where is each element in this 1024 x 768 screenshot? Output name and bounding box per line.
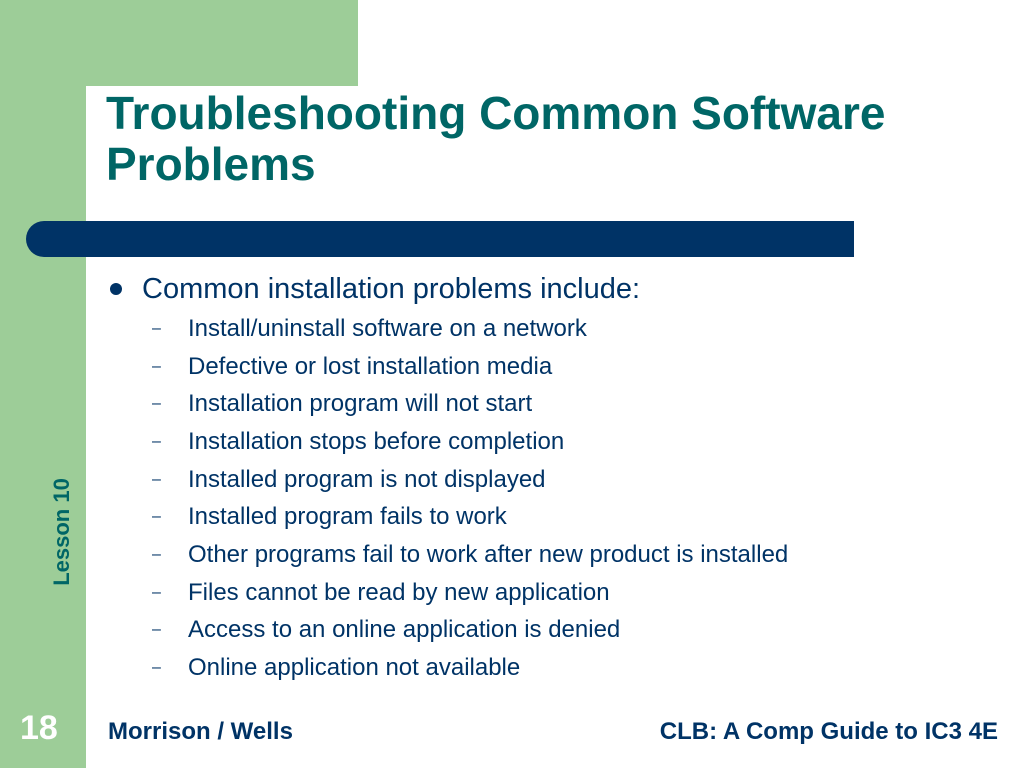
main-bullet-text: Common installation problems include: [142,272,641,305]
sub-bullet-item [110,461,1010,499]
dash-icon: – [152,545,161,563]
top-green-band [86,0,358,86]
sub-bullet-text: Files cannot be read by new application [188,578,610,606]
footer-authors: Morrison / Wells [108,718,293,745]
page-number: 18 [20,709,58,747]
footer-book-title: CLB: A Comp Guide to IC3 4E [659,718,998,745]
sub-bullet-text: Online application not available [188,654,521,682]
dash-icon: – [152,508,161,526]
sub-bullet-list [110,310,1010,687]
sub-bullet-text: Other programs fail to work after new product is installed [188,540,789,568]
sub-bullet-item [110,536,1010,574]
sub-bullet-text: Defective or lost installation media [188,352,553,380]
sub-bullet-item [110,498,1010,536]
dash-icon: – [152,432,161,450]
slide-title: Troubleshooting Common Software Problems [106,87,886,190]
sub-bullet-item [110,310,1010,348]
dash-icon: – [152,470,161,488]
dash-icon: – [152,583,161,601]
dash-icon: – [152,319,161,337]
sub-bullet-text: Access to an online application is denied [188,616,621,644]
bullet-list [110,270,1010,687]
sub-bullet-item [110,348,1010,386]
main-bullet-row [110,270,1010,308]
sub-bullet-item [110,574,1010,612]
sub-bullet-text: Installation program will not start [188,390,533,418]
bullet-dot-icon [110,283,122,295]
sub-bullet-item [110,385,1010,423]
sub-bullet-text: Installed program fails to work [188,503,507,531]
dash-icon: – [152,659,161,677]
sub-bullet-item [110,423,1010,461]
left-green-band [0,0,86,768]
dash-icon: – [152,395,161,413]
dash-icon: – [152,357,161,375]
dash-icon: – [152,621,161,639]
sub-bullet-text: Install/uninstall software on a network [188,314,587,342]
sub-bullet-item [110,649,1010,687]
lesson-label: Lesson 10 [49,478,74,586]
main-bullet-item [110,270,1010,687]
title-divider-bar [26,221,846,257]
sub-bullet-item [110,612,1010,650]
sub-bullet-text: Installed program is not displayed [188,465,546,493]
title-divider-bar-end [846,221,854,257]
sub-bullet-text: Installation stops before completion [188,427,565,455]
